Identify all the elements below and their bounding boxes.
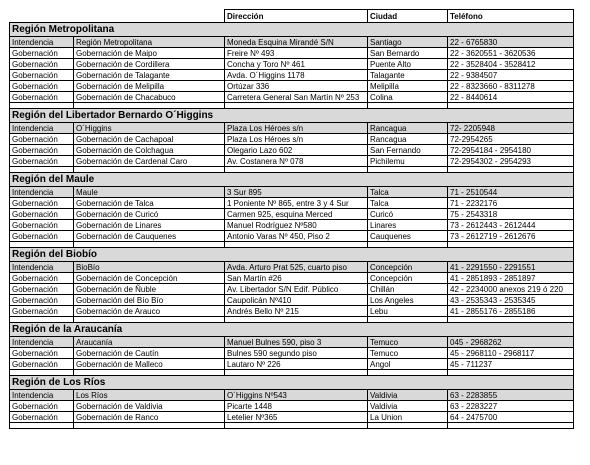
cell-ciudad: Concepción [368, 262, 448, 273]
table-row [10, 37, 574, 48]
cell-telefono: 22 - 8440614 [448, 92, 574, 103]
cell-ciudad: Talagante [368, 70, 448, 81]
spacer-cell [368, 423, 448, 429]
cell-telefono: 71 - 2510544 [448, 187, 574, 198]
cell-tipo: Gobernación [10, 231, 74, 242]
region-title: Región del Maule [10, 173, 574, 187]
table-row [10, 262, 574, 273]
cell-tipo: Gobernación [10, 348, 74, 359]
cell-nombre: Gobernación de Cardenal Caro [74, 156, 225, 167]
cell-ciudad: Rancagua [368, 123, 448, 134]
cell-nombre: Gobernación de Ranco [74, 412, 225, 423]
cell-direccion: Manuel Bulnes 590, piso 3 [225, 337, 368, 348]
region-title: Región del Libertador Bernardo O´Higgins [10, 109, 574, 123]
cell-tipo: Intendencia [10, 337, 74, 348]
cell-nombre: Gobernación de Curicó [74, 209, 225, 220]
spacer-cell [74, 423, 225, 429]
cell-nombre: Región Metropolitana [74, 37, 225, 48]
table-row [10, 187, 574, 198]
region-header-row [10, 248, 574, 262]
cell-tipo: Intendencia [10, 37, 74, 48]
cell-nombre: Gobernación del Bío Bío [74, 295, 225, 306]
cell-telefono: 22 - 3528404 - 3528412 [448, 59, 574, 70]
cell-ciudad: Temuco [368, 348, 448, 359]
spacer-cell [448, 423, 574, 429]
cell-ciudad: Valdivia [368, 401, 448, 412]
cell-nombre: BioBío [74, 262, 225, 273]
spacer-row [10, 423, 574, 429]
table-row [10, 401, 574, 412]
cell-telefono: 72- 2205948 [448, 123, 574, 134]
cell-tipo: Gobernación [10, 401, 74, 412]
cell-tipo: Gobernación [10, 209, 74, 220]
cell-nombre: Gobernación de Valdivia [74, 401, 225, 412]
cell-direccion: Plaza Los Héroes s/n [225, 134, 368, 145]
cell-telefono: 73 - 2612443 - 2612444 [448, 220, 574, 231]
cell-direccion: Olegario Lazo 602 [225, 145, 368, 156]
table-row [10, 59, 574, 70]
cell-nombre: Gobernación de Cauquenes [74, 231, 225, 242]
cell-telefono: 41 - 2291550 - 2291551 [448, 262, 574, 273]
cell-nombre: Gobernación de Concepción [74, 273, 225, 284]
cell-ciudad: Linares [368, 220, 448, 231]
cell-ciudad: Melipilla [368, 81, 448, 92]
cell-direccion: Antonio Varas Nº 450, Piso 2 [225, 231, 368, 242]
cell-tipo: Intendencia [10, 262, 74, 273]
cell-tipo: Gobernación [10, 145, 74, 156]
cell-direccion: Av. Costanera Nº 078 [225, 156, 368, 167]
cell-tipo: Gobernación [10, 295, 74, 306]
cell-nombre: O´Higgins [74, 123, 225, 134]
table-row [10, 48, 574, 59]
cell-ciudad: Colina [368, 92, 448, 103]
cell-telefono: 72-2954265 [448, 134, 574, 145]
table-row [10, 134, 574, 145]
cell-telefono: 22 - 6765830 [448, 37, 574, 48]
cell-telefono: 71 - 2232176 [448, 198, 574, 209]
region-title: Región del Biobío [10, 248, 574, 262]
cell-ciudad: San Fernando [368, 145, 448, 156]
cell-telefono: 63 - 2283855 [448, 390, 574, 401]
region-header-row [10, 376, 574, 390]
cell-telefono: 75 - 2543318 [448, 209, 574, 220]
cell-nombre: Gobernación de Talca [74, 198, 225, 209]
cell-direccion: Av. Libertador S/N Edif. Público [225, 284, 368, 295]
cell-telefono: 43 - 2535343 - 2535345 [448, 295, 574, 306]
cell-tipo: Gobernación [10, 48, 74, 59]
cell-telefono: 22 - 9384507 [448, 70, 574, 81]
cell-nombre: Gobernación de Arauco [74, 306, 225, 317]
cell-direccion: 3 Sur 895 [225, 187, 368, 198]
header-ciudad: Ciudad [368, 10, 448, 23]
table-row [10, 145, 574, 156]
cell-nombre: Gobernación de Malleco [74, 359, 225, 370]
table-row [10, 81, 574, 92]
table-row [10, 337, 574, 348]
cell-direccion: O´Higgins Nº543 [225, 390, 368, 401]
cell-telefono: 42 - 2234000 anexos 219 ó 220 [448, 284, 574, 295]
table-row [10, 390, 574, 401]
table-row [10, 209, 574, 220]
region-title: Región de Los Ríos [10, 376, 574, 390]
cell-direccion: Avda. O´Higgins 1178 [225, 70, 368, 81]
spacer-cell [10, 423, 74, 429]
cell-nombre: Gobernación de Ñuble [74, 284, 225, 295]
cell-direccion: Avda. Arturo Prat 525, cuarto piso [225, 262, 368, 273]
cell-ciudad: Puente Alto [368, 59, 448, 70]
cell-direccion: Plaza Los Héroes s/n [225, 123, 368, 134]
contact-table [9, 9, 574, 429]
cell-telefono: 63 - 2283227 [448, 401, 574, 412]
cell-telefono: 64 - 2475700 [448, 412, 574, 423]
cell-ciudad: Rancagua [368, 134, 448, 145]
cell-telefono: 41 - 2855176 - 2855186 [448, 306, 574, 317]
cell-ciudad: Curicó [368, 209, 448, 220]
cell-telefono: 41 - 2851893 - 2851897 [448, 273, 574, 284]
cell-ciudad: Temuco [368, 337, 448, 348]
cell-direccion: Carmen 925, esquina Merced [225, 209, 368, 220]
table-row [10, 273, 574, 284]
cell-direccion: Manuel Rodríguez Nº580 [225, 220, 368, 231]
cell-telefono: 22 - 3620551 - 3620536 [448, 48, 574, 59]
cell-tipo: Gobernación [10, 156, 74, 167]
cell-telefono: 72-2954184 - 2954180 [448, 145, 574, 156]
table-row [10, 412, 574, 423]
header-row [10, 10, 574, 23]
cell-tipo: Gobernación [10, 92, 74, 103]
cell-direccion: Letelier Nº365 [225, 412, 368, 423]
cell-ciudad: Santiago [368, 37, 448, 48]
cell-nombre: Gobernación de Melipilla [74, 81, 225, 92]
cell-ciudad: Valdivia [368, 390, 448, 401]
cell-ciudad: San Bernardo [368, 48, 448, 59]
cell-nombre: Gobernación de Linares [74, 220, 225, 231]
cell-nombre: Gobernación de Cautín [74, 348, 225, 359]
cell-tipo: Gobernación [10, 81, 74, 92]
cell-tipo: Gobernación [10, 134, 74, 145]
table-row [10, 284, 574, 295]
region-title: Región Metropolitana [10, 23, 574, 37]
cell-tipo: Intendencia [10, 187, 74, 198]
cell-tipo: Gobernación [10, 220, 74, 231]
cell-nombre: Gobernación de Talagante [74, 70, 225, 81]
table-row [10, 92, 574, 103]
table-row [10, 70, 574, 81]
cell-ciudad: Los Angeles [368, 295, 448, 306]
cell-nombre: Gobernación de Colchagua [74, 145, 225, 156]
cell-ciudad: Cauquenes [368, 231, 448, 242]
cell-nombre: Gobernación de Cachapoal [74, 134, 225, 145]
cell-nombre: Maule [74, 187, 225, 198]
cell-tipo: Gobernación [10, 412, 74, 423]
cell-ciudad: Concepción [368, 273, 448, 284]
table-row [10, 295, 574, 306]
table-row [10, 348, 574, 359]
cell-tipo: Gobernación [10, 306, 74, 317]
region-header-row [10, 323, 574, 337]
region-header-row [10, 23, 574, 37]
table-row [10, 306, 574, 317]
table-row [10, 123, 574, 134]
cell-tipo: Gobernación [10, 284, 74, 295]
cell-tipo: Gobernación [10, 59, 74, 70]
cell-ciudad: La Union [368, 412, 448, 423]
header-direccion: Dirección [225, 10, 368, 23]
cell-telefono: 22 - 8323660 - 8311278 [448, 81, 574, 92]
cell-ciudad: Pichilemu [368, 156, 448, 167]
cell-tipo: Gobernación [10, 70, 74, 81]
cell-ciudad: Angol [368, 359, 448, 370]
cell-tipo: Gobernación [10, 359, 74, 370]
region-header-row [10, 109, 574, 123]
cell-direccion: 1 Poniente Nº 865, entre 3 y 4 Sur [225, 198, 368, 209]
spacer-cell [225, 423, 368, 429]
table-row [10, 198, 574, 209]
cell-telefono: 73 - 2612719 - 2612676 [448, 231, 574, 242]
cell-ciudad: Talca [368, 198, 448, 209]
region-header-row [10, 173, 574, 187]
cell-direccion: Lautaro Nº 226 [225, 359, 368, 370]
table-row [10, 359, 574, 370]
cell-direccion: Bulnes 590 segundo piso [225, 348, 368, 359]
cell-direccion: Moneda Esquina Mirandé S/N [225, 37, 368, 48]
cell-ciudad: Chillán [368, 284, 448, 295]
cell-telefono: 045 - 2968262 [448, 337, 574, 348]
cell-tipo: Intendencia [10, 123, 74, 134]
cell-nombre: Los Ríos [74, 390, 225, 401]
cell-tipo: Gobernación [10, 273, 74, 284]
cell-nombre: Gobernación de Cordillera [74, 59, 225, 70]
cell-nombre: Araucanía [74, 337, 225, 348]
cell-ciudad: Lebu [368, 306, 448, 317]
cell-direccion: San Martín #26 [225, 273, 368, 284]
cell-tipo: Gobernación [10, 198, 74, 209]
table-row [10, 220, 574, 231]
cell-nombre: Gobernación de Chacabuco [74, 92, 225, 103]
cell-direccion: Picarte 1448 [225, 401, 368, 412]
table-row [10, 156, 574, 167]
cell-direccion: Ortúzar 336 [225, 81, 368, 92]
cell-nombre: Gobernación de Maipo [74, 48, 225, 59]
cell-direccion: Andrés Bello Nº 215 [225, 306, 368, 317]
header-empty-cell [10, 10, 74, 23]
cell-direccion: Freire Nº 493 [225, 48, 368, 59]
cell-telefono: 45 - 2968110 - 2968117 [448, 348, 574, 359]
region-title: Región de la Araucanía [10, 323, 574, 337]
cell-direccion: Caupolicán Nº410 [225, 295, 368, 306]
cell-telefono: 45 - 711237 [448, 359, 574, 370]
cell-tipo: Intendencia [10, 390, 74, 401]
header-empty-cell [74, 10, 225, 23]
table-row [10, 231, 574, 242]
cell-telefono: 72-2954302 - 2954293 [448, 156, 574, 167]
cell-direccion: Carretera General San Martín Nº 253 [225, 92, 368, 103]
cell-direccion: Concha y Toro Nº 461 [225, 59, 368, 70]
cell-ciudad: Talca [368, 187, 448, 198]
header-telefono: Teléfono [448, 10, 574, 23]
